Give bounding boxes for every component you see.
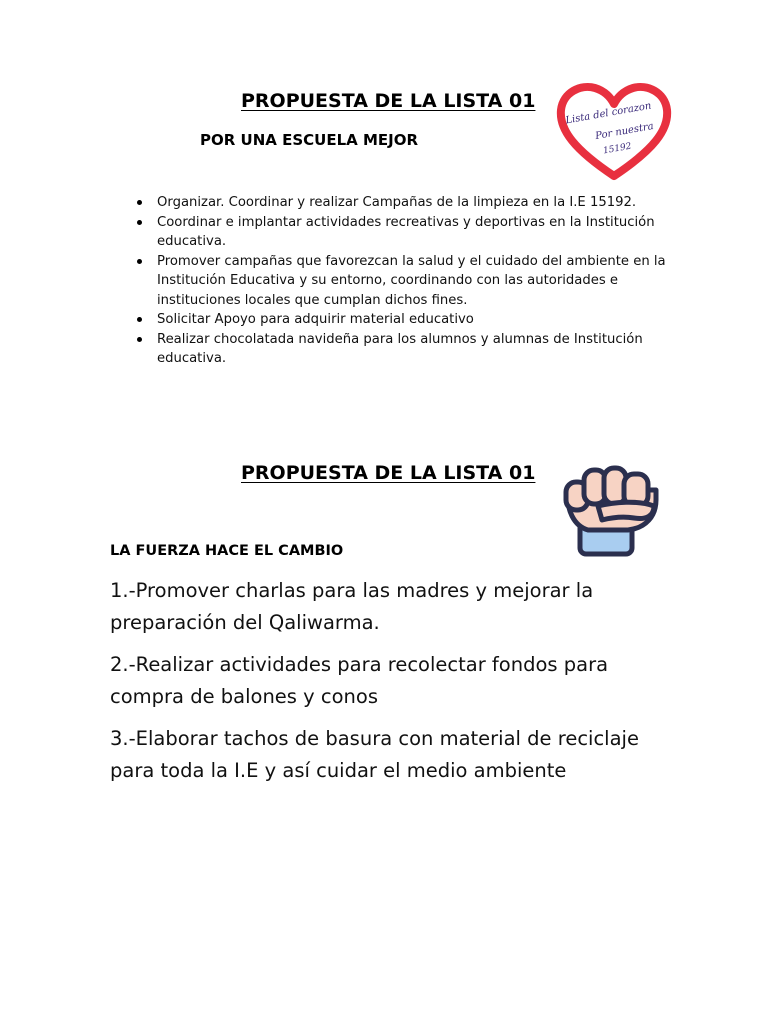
logo-text-line3: 15192 xyxy=(602,141,633,157)
list-item: Coordinar e implantar actividades recreativas y deportivas en la Institución educativa. xyxy=(137,213,672,252)
raised-fist-icon xyxy=(558,460,664,560)
heart-logo xyxy=(555,80,673,184)
list-item: Promover campañas que favorezcan la salud y el cuidado del ambiente en la Institución Educativa y su entorno, coordinando con las autoridades e instituciones locales que cumplan dichos fines. xyxy=(137,252,672,311)
section2-subtitle: LA FUERZA HACE EL CAMBIO xyxy=(110,543,344,559)
section1-bullet-list xyxy=(137,193,672,369)
logo-text-line1: Lista del corazon xyxy=(564,100,653,127)
list-item: 3.-Elaborar tachos de basura con material de reciclaje para toda la I.E y así cuidar el medio ambiente xyxy=(110,727,639,782)
list-item: Solicitar Apoyo para adquirir material educativo xyxy=(137,310,672,330)
list-item: Realizar chocolatada navideña para los alumnos y alumnas de Institución educativa. xyxy=(137,330,672,369)
list-item: Organizar. Coordinar y realizar Campañas de la limpieza en la I.E 15192. xyxy=(137,193,672,213)
section2-items xyxy=(110,575,670,797)
section1-subtitle: POR UNA ESCUELA MEJOR xyxy=(200,131,419,149)
logo-text-line2: Por nuestra xyxy=(594,120,655,143)
list-item: 2.-Realizar actividades para recolectar fondos para compra de balones y conos xyxy=(110,653,609,708)
list-item: 1.-Promover charlas para las madres y mejorar la preparación del Qaliwarma. xyxy=(110,579,594,634)
section2-title: PROPUESTA DE LA LISTA 01 xyxy=(241,462,536,484)
section1-title: PROPUESTA DE LA LISTA 01 xyxy=(241,90,536,112)
